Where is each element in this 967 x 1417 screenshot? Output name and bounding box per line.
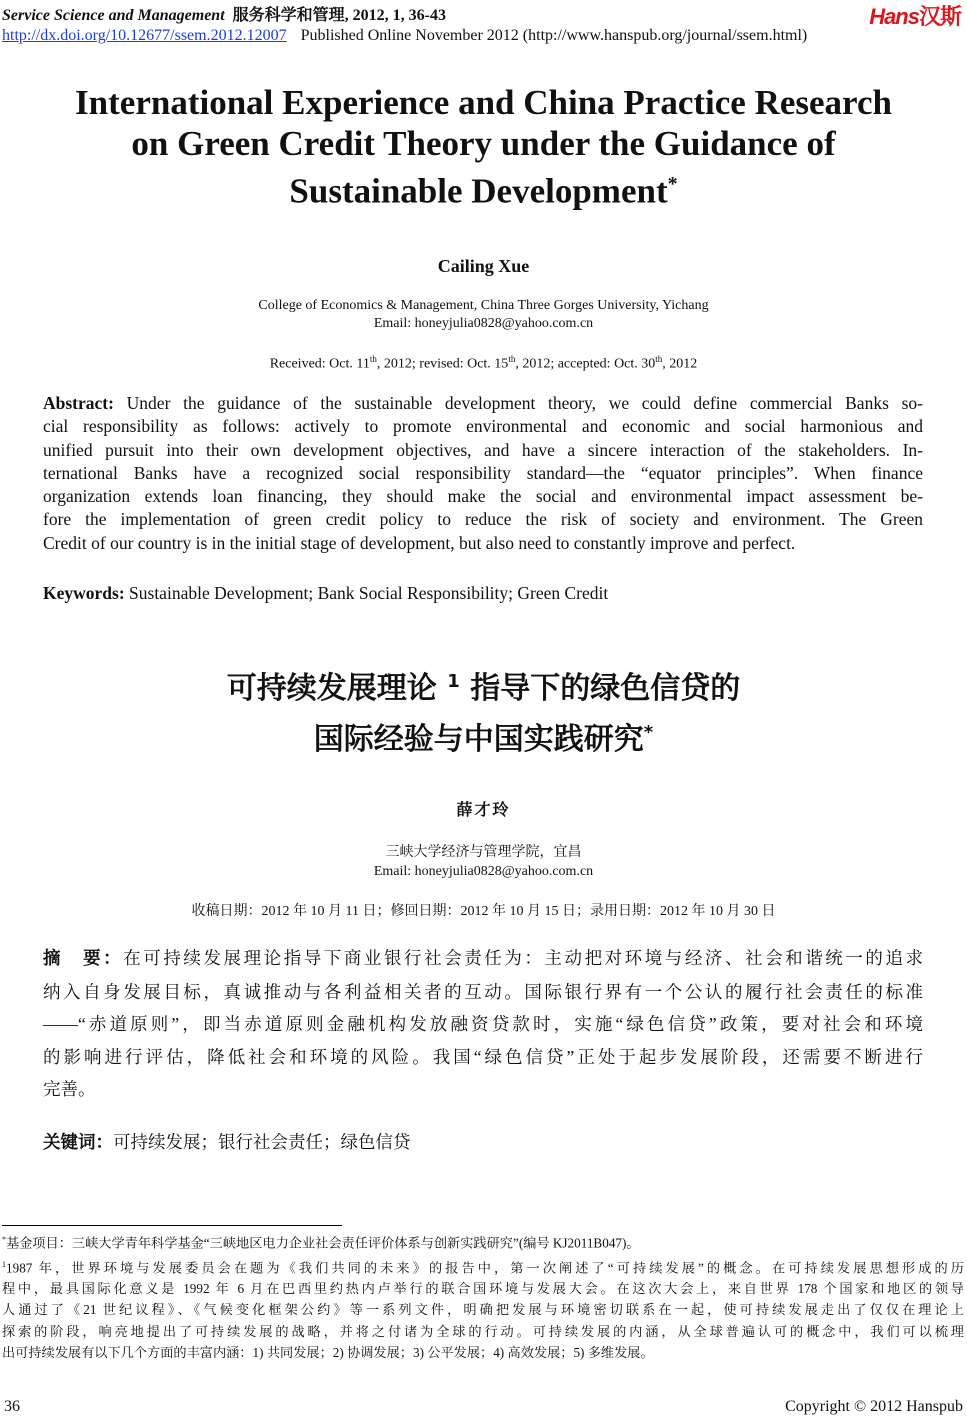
page-number: 36 <box>4 1398 20 1415</box>
sup: th <box>508 354 516 364</box>
footnote-mark: 1 <box>447 671 460 692</box>
received: Received: Oct. 11 <box>269 356 370 372</box>
keywords-label: Keywords: <box>43 583 125 603</box>
title-line: International Experience and China Practice Research <box>75 83 892 122</box>
abstract-line: unified pursuit into their own development objectives, and have a sincere interaction of the stakeholders. In- <box>43 439 923 460</box>
cn-author: 薛才玲 <box>456 802 511 819</box>
accepted: , 2012; accepted: Oct. 30 <box>515 356 656 372</box>
cn-dates: 收稿日期：2012 年 10 月 11 日；修回日期：2012 年 10 月 15 日；录用日期：2012 年 10 月 30 日 <box>191 904 776 919</box>
author: Cailing Xue <box>437 256 530 276</box>
paper-title <box>0 82 967 212</box>
cn-abstract-line: 的影响进行评估，降低社会和环境的风险。我国“绿色信贷”正处于起步发展阶段，还需要不断进行 <box>43 1046 923 1067</box>
cn-abstract-line: ——“赤道原则”，即当赤道原则金融机构发放融资贷款时，实施“绿色信贷”政策，要对社会和环境 <box>43 1014 923 1034</box>
email: Email: honeyjulia0828@yahoo.com.cn <box>373 316 594 331</box>
journal-info: 服务科学和管理, 2012, 1, 36-43 <box>232 7 446 24</box>
sup: th <box>655 354 663 364</box>
footnote-divider <box>2 1225 342 1226</box>
revised: , 2012; revised: Oct. 15 <box>376 356 509 372</box>
abstract <box>43 392 923 555</box>
abstract-line: Credit of our country is in the initial stage of development, but also need to constantly improve and perfect. <box>43 532 796 553</box>
cn-abstract-label: 摘 要： <box>43 949 124 969</box>
footnote-fund <box>2 1229 964 1254</box>
received-dates <box>0 350 967 374</box>
logo-text: Hans <box>869 4 919 29</box>
cn-paper-title <box>0 660 967 762</box>
footnote-mark: * <box>643 722 654 743</box>
footnote-text: 1987 年，世界环境与发展委员会在题为《我们共同的未来》的报告中，第一次阐述了“可持续发展”的概念。在可持续发展思想形成的历 <box>6 1259 964 1275</box>
cn-affiliation: 三峡大学经济与管理学院，宜昌 <box>385 845 582 860</box>
doi-link[interactable]: http://dx.doi.org/10.12677/ssem.2012.12007 <box>2 27 287 44</box>
cn-title-line <box>0 660 967 711</box>
affiliation: College of Economics & Management, China Three Gorges University, Yichang <box>258 298 709 313</box>
cn-title-line <box>0 711 967 762</box>
abstract-line: fore the implementation of green credit policy to reduce the risk of society and environment. The Green <box>43 509 923 530</box>
abstract-line <box>43 392 923 415</box>
abstract-text: Under the guidance of the sustainable development theory, we could define commercial Banks so- <box>113 393 923 413</box>
cn-abstract-line: 纳入自身发展目标，真诚推动与各利益相关者的互动。国际银行界有一个公认的履行社会责任的标准 <box>43 981 923 1002</box>
footnote-line: 出可持续发展有以下几个方面的丰富内涵：1) 共同发展；2) 协调发展；3) 公平发展；4) 高效发展；5) 多维发展。 <box>2 1344 654 1360</box>
publisher-logo <box>869 0 961 31</box>
cn-keywords-label: 关键词： <box>43 1133 113 1153</box>
title-footnote-mark: * <box>667 173 678 195</box>
footnotes <box>2 1229 964 1363</box>
footnote-mark: 1 <box>2 1259 6 1269</box>
title-text: Sustainable Development <box>289 171 668 211</box>
published-info: Published Online November 2012 (http://www.hanspub.org/journal/ssem.html) <box>300 27 808 44</box>
cn-email: Email: honeyjulia0828@yahoo.com.cn <box>373 864 594 879</box>
cn-keywords <box>43 1126 923 1160</box>
abstract-label: Abstract: <box>43 393 114 413</box>
cn-abstract-text: 在可持续发展理论指导下商业银行社会责任为：主动把对环境与经济、社会和谐统一的追求 <box>123 948 923 968</box>
footnote-line: 程中，最具国际化意义是 1992 年 6 月在巴西里约热内卢举行的联合国环境与发展大会。在这次大会上，来自世界 178 个国家和地区的领导 <box>2 1281 964 1297</box>
cn-abstract <box>43 942 923 1106</box>
cn-keywords-text: 可持续发展；银行社会责任；绿色信贷 <box>113 1132 411 1152</box>
year: , 2012 <box>662 356 698 372</box>
sup: th <box>369 354 377 364</box>
footnote-mark: * <box>2 1235 6 1244</box>
running-header <box>2 2 446 25</box>
cn-abstract-line <box>43 942 923 976</box>
footnote-line <box>2 1254 964 1279</box>
journal-name: Service Science and Management <box>2 7 225 24</box>
footnote-line: 探索的阶段，响亮地提出了可持续发展的战略，并将之付诸为全球的行动。可持续发展的内涵，从全球普遍认可的概念中，我们可以梳理 <box>2 1323 964 1339</box>
keywords-text: Sustainable Development; Bank Social Responsibility; Green Credit <box>124 583 609 603</box>
cn-title-text: 可持续发展理论 <box>226 671 448 706</box>
cn-abstract-line: 完善。 <box>43 1079 96 1099</box>
abstract-line: ternational Banks have a recognized social responsibility standard—the “equator principles”. When finance <box>43 462 923 483</box>
abstract-line: organization extends loan financing, they should make the social and environmental impact assessment be- <box>43 486 923 507</box>
title-line <box>0 164 967 212</box>
footnote-line: 人通过了《21 世纪议程》、《气候变化框架公约》等一系列文件，明确把发展与环境密切联系在一起，使可持续发展走出了仅仅在理论上 <box>2 1302 964 1318</box>
copyright: Copyright © 2012 Hanspub <box>785 1398 963 1415</box>
title-line: on Green Credit Theory under the Guidance of <box>131 124 836 163</box>
cn-title-text: 国际经验与中国实践研究 <box>313 722 644 757</box>
footnote-text: 基金项目：三峡大学青年科学基金“三峡地区电力企业社会责任评价体系与创新实践研究”(编号 KJ2011B047)。 <box>6 1235 640 1251</box>
keywords <box>43 582 923 605</box>
logo-text-cn: 汉斯 <box>918 4 961 29</box>
cn-title-text: 指导下的绿色信贷的 <box>459 671 741 706</box>
publication-line <box>2 27 807 45</box>
abstract-line: cial responsibility as follows: actively to promote environmental and economic and social harmonious and <box>43 416 923 437</box>
